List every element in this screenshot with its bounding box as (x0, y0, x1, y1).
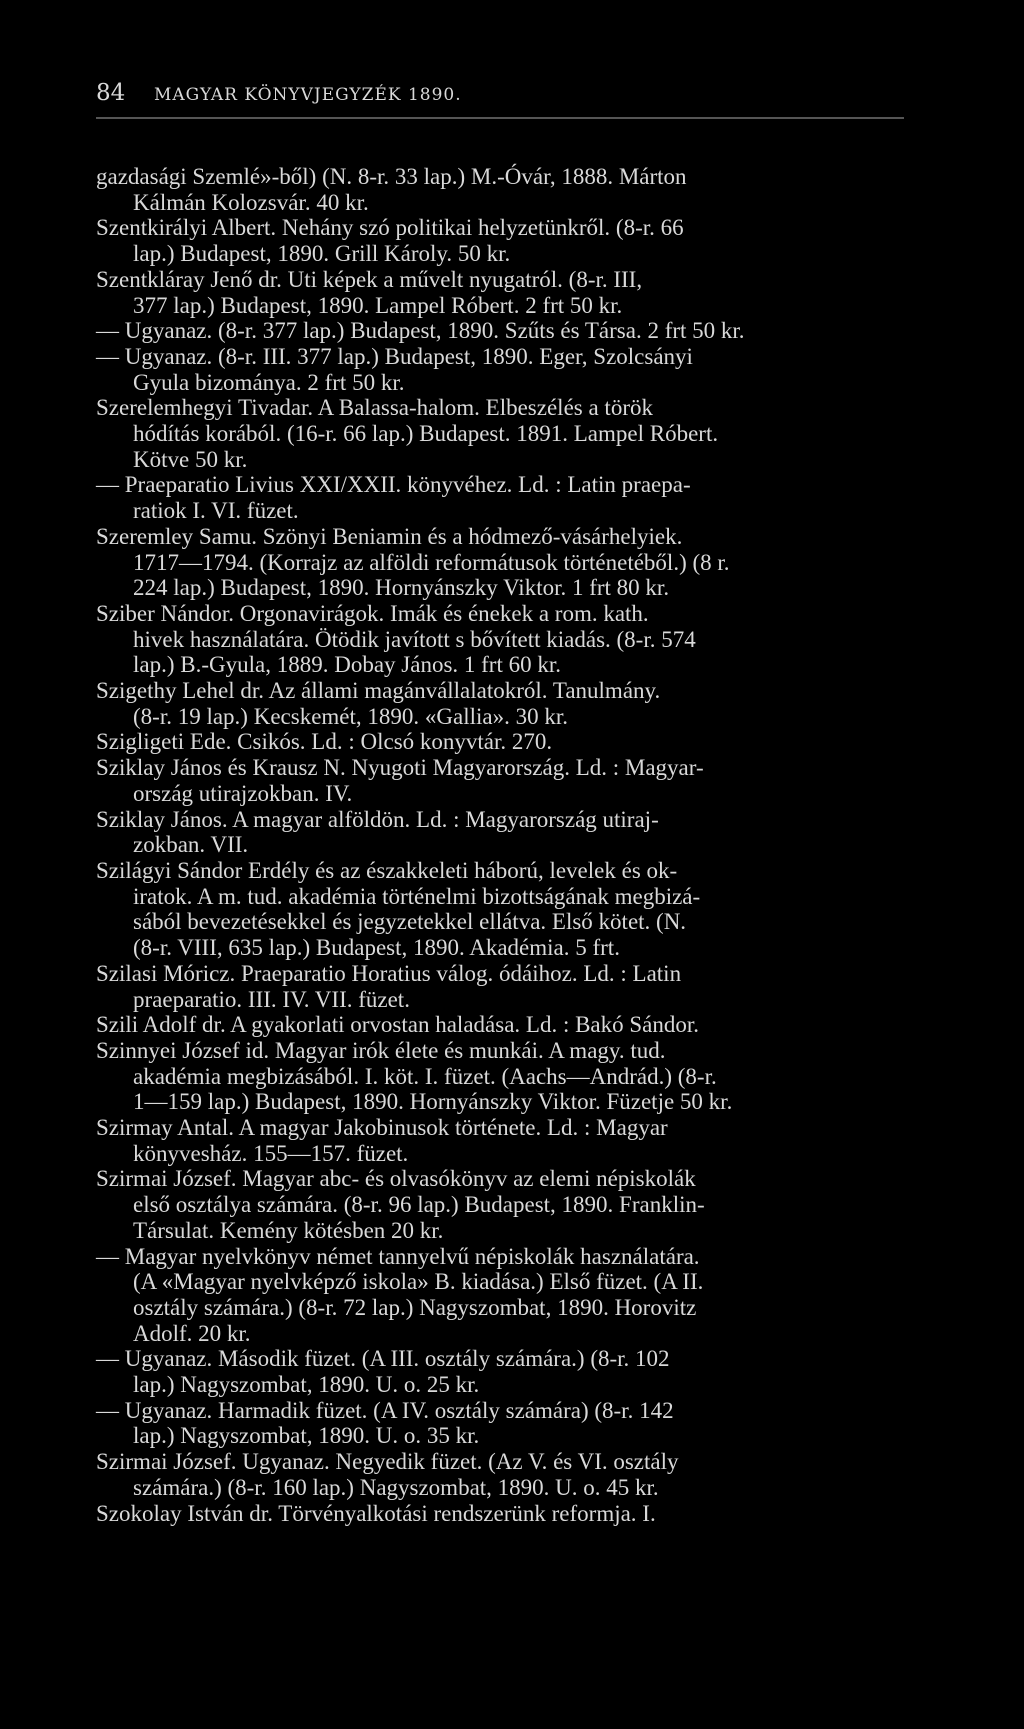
text-line: Sziber Nándor. Orgonavirágok. Imák és énekek a rom. kath. (96, 600, 649, 626)
text-line: Szigligeti Ede. Csikós. Ld. : Olcsó konyvtár. 270. (96, 729, 553, 755)
text-line: Sziklay János és Krausz N. Nyugoti Magyarország. Ld. : Magyar- (96, 755, 704, 781)
text-line: lap.) B.-Gyula, 1889. Dobay János. 1 frt 60 kr. (133, 652, 561, 678)
text-line: 224 lap.) Budapest, 1890. Hornyánszky Viktor. 1 frt 80 kr. (133, 575, 670, 601)
header-rule (96, 117, 904, 119)
text-line: — Ugyanaz. Második füzet. (A III. osztály számára.) (8-r. 102 (96, 1346, 670, 1372)
page-header (96, 78, 896, 108)
text-line: (8-r. 19 lap.) Kecskemét, 1890. «Gallia». 30 kr. (133, 703, 568, 729)
text-line: Szentkláray Jenő dr. Uti képek a művelt nyugatról. (8-r. III, (96, 266, 643, 292)
text-line: Szirmai József. Magyar abc- és olvasókönyv az elemi népiskolák (96, 1166, 696, 1192)
catalog-text (96, 164, 904, 1526)
text-line: hódítás korából. (16-r. 66 lap.) Budapest. 1891. Lampel Róbert. (133, 421, 719, 447)
text-line: sából bevezetésekkel és jegyzetekkel ellátva. Első kötet. (N. (133, 909, 687, 935)
text-line: számára.) (8-r. 160 lap.) Nagyszombat, 1890. U. o. 45 kr. (133, 1474, 659, 1500)
text-line: Szerelemhegyi Tivadar. A Balassa-halom. Elbeszélés a török (96, 395, 653, 421)
text-line: Szokolay István dr. Törvényalkotási rendszerünk reformja. I. (96, 1500, 656, 1526)
running-title: MAGYAR KÖNYVJEGYZÉK 1890. (154, 85, 462, 105)
text-line: Kálmán Kolozsvár. 40 kr. (133, 189, 369, 215)
text-line: Kötve 50 kr. (133, 446, 248, 472)
text-line: 1717—1794. (Korrajz az alföldi reformátusok történetéből.) (8 r. (133, 549, 730, 575)
text-line: — Ugyanaz. Harmadik füzet. (A IV. osztály számára) (8-r. 142 (96, 1397, 674, 1423)
text-line: Szirmay Antal. A magyar Jakobinusok története. Ld. : Magyar (96, 1115, 668, 1141)
text-line: Szinnyei József id. Magyar irók élete és munkái. A magy. tud. (96, 1037, 666, 1063)
text-line: — Ugyanaz. (8-r. III. 377 lap.) Budapest, 1890. Eger, Szolcsányi (96, 343, 693, 369)
text-line: lap.) Nagyszombat, 1890. U. o. 25 kr. (133, 1372, 480, 1398)
text-line: hivek használatára. Ötödik javított s bővített kiadás. (8-r. 574 (133, 626, 696, 652)
text-line: Szirmai József. Ugyanaz. Negyedik füzet. (Az V. és VI. osztály (96, 1449, 679, 1475)
text-line: — Magyar nyelvkönyv német tannyelvű népiskolák használatára. (96, 1243, 700, 1269)
text-line: gazdasági Szemlé»-ből) (N. 8-r. 33 lap.) M.-Óvár, 1888. Márton (96, 164, 687, 189)
text-line: Szentkirályi Albert. Nehány szó politikai helyzetünkről. (8-r. 66 (96, 215, 684, 241)
text-line: lap.) Budapest, 1890. Grill Károly. 50 kr. (133, 241, 511, 267)
text-line: Társulat. Kemény kötésben 20 kr. (133, 1217, 444, 1243)
text-line: (8-r. VIII, 635 lap.) Budapest, 1890. Akadémia. 5 frt. (133, 935, 620, 961)
text-line: első osztálya számára. (8-r. 96 lap.) Budapest, 1890. Franklin- (133, 1192, 705, 1218)
text-line: ország utirajzokban. IV. (133, 780, 353, 806)
text-line: — Ugyanaz. (8-r. 377 lap.) Budapest, 1890. Szűts és Társa. 2 frt 50 kr. (96, 318, 745, 344)
text-line: könyvesház. 155—157. füzet. (133, 1140, 409, 1166)
text-line: 1—159 lap.) Budapest, 1890. Hornyánszky Viktor. Füzetje 50 kr. (133, 1089, 733, 1115)
text-line: Szili Adolf dr. A gyakorlati orvostan haladása. Ld. : Bakó Sándor. (96, 1012, 700, 1038)
text-line: akadémia megbizásából. I. köt. I. füzet. (Aachs—Andrád.) (8-r. (133, 1063, 717, 1089)
text-line: (A «Magyar nyelvképző iskola» B. kiadása.) Első füzet. (A II. (133, 1269, 704, 1295)
text-line: Adolf. 20 kr. (133, 1320, 251, 1346)
text-line: lap.) Nagyszombat, 1890. U. o. 35 kr. (133, 1423, 480, 1449)
text-line: Szilágyi Sándor Erdély és az északkeleti háború, levelek és ok- (96, 857, 678, 883)
text-line: — Praeparatio Livius XXI/XXII. könyvéhez. Ld. : Latin praepa- (96, 472, 691, 498)
text-line: iratok. A m. tud. akadémia történelmi bizottságának megbizá- (133, 883, 701, 909)
text-line: osztály számára.) (8-r. 72 lap.) Nagyszombat, 1890. Horovitz (133, 1294, 697, 1320)
text-line: Szeremley Samu. Szönyi Beniamin és a hódmező-vásárhelyiek. (96, 523, 683, 549)
text-line: 377 lap.) Budapest, 1890. Lampel Róbert. 2 frt 50 kr. (133, 292, 623, 318)
text-line: zokban. VII. (133, 832, 249, 858)
text-line: Gyula bizománya. 2 frt 50 kr. (133, 369, 405, 395)
text-line: Szigethy Lehel dr. Az állami magánvállalatokról. Tanulmány. (96, 678, 661, 704)
text-line: ratiok I. VI. füzet. (133, 498, 299, 524)
text-line: Szilasi Móricz. Praeparatio Horatius válog. ódáihoz. Ld. : Latin (96, 960, 682, 986)
page-number: 84 (96, 80, 126, 106)
text-line: praeparatio. III. IV. VII. füzet. (133, 986, 410, 1012)
text-line: Sziklay János. A magyar alföldön. Ld. : Magyarország utiraj- (96, 806, 659, 832)
